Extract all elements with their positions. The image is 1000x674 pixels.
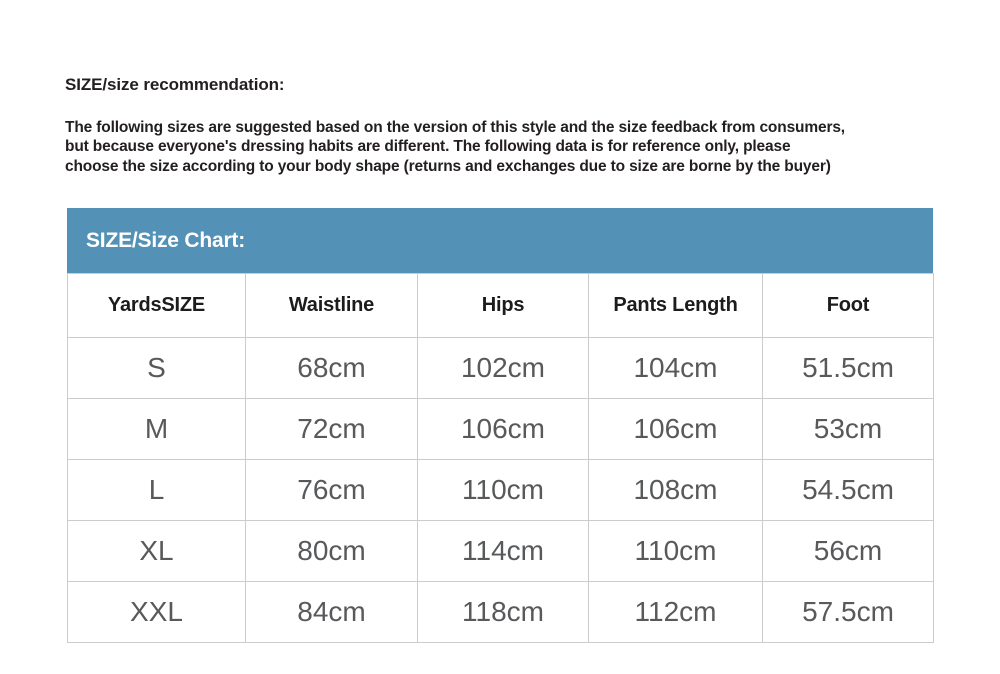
column-header-waistline: Waistline <box>246 274 418 338</box>
size-chart-table <box>67 273 934 643</box>
size-label-cell: S <box>68 338 246 399</box>
size-recommendation-paragraph <box>65 118 845 176</box>
size-label-cell: M <box>68 399 246 460</box>
foot-cell: 57.5cm <box>763 582 934 643</box>
size-label-cell: XL <box>68 521 246 582</box>
size-recommendation-heading: SIZE/size recommendation: <box>65 75 285 94</box>
hips-cell: 102cm <box>418 338 589 399</box>
pants-length-cell: 112cm <box>589 582 763 643</box>
waistline-cell: 68cm <box>246 338 418 399</box>
column-header-hips: Hips <box>418 274 589 338</box>
paragraph-line: but because everyone's dressing habits are different. The following data is for reference only, please <box>65 138 791 156</box>
table-row-xl <box>68 521 934 582</box>
pants-length-cell: 110cm <box>589 521 763 582</box>
waistline-cell: 84cm <box>246 582 418 643</box>
hips-cell: 114cm <box>418 521 589 582</box>
column-header-foot: Foot <box>763 274 934 338</box>
pants-length-cell: 108cm <box>589 460 763 521</box>
table-row-xxl <box>68 582 934 643</box>
waistline-cell: 76cm <box>246 460 418 521</box>
column-header-pants-length: Pants Length <box>589 274 763 338</box>
size-label-cell: XXL <box>68 582 246 643</box>
table-row-m <box>68 399 934 460</box>
hips-cell: 110cm <box>418 460 589 521</box>
size-chart-section <box>67 208 933 643</box>
waistline-cell: 72cm <box>246 399 418 460</box>
hips-cell: 118cm <box>418 582 589 643</box>
foot-cell: 51.5cm <box>763 338 934 399</box>
table-row-s <box>68 338 934 399</box>
paragraph-line: choose the size according to your body shape (returns and exchanges due to size are borne by the buyer) <box>65 157 831 175</box>
foot-cell: 53cm <box>763 399 934 460</box>
hips-cell: 106cm <box>418 399 589 460</box>
column-header-yards-size: YardsSIZE <box>68 274 246 338</box>
table-row-l <box>68 460 934 521</box>
table-header-row <box>68 274 934 338</box>
pants-length-cell: 104cm <box>589 338 763 399</box>
size-chart-title: SIZE/Size Chart: <box>86 228 245 252</box>
foot-cell: 56cm <box>763 521 934 582</box>
size-label-cell: L <box>68 460 246 521</box>
paragraph-line: The following sizes are suggested based on the version of this style and the size feedback from consumers, <box>65 119 845 136</box>
foot-cell: 54.5cm <box>763 460 934 521</box>
size-chart-title-bar <box>67 208 933 273</box>
waistline-cell: 80cm <box>246 521 418 582</box>
pants-length-cell: 106cm <box>589 399 763 460</box>
